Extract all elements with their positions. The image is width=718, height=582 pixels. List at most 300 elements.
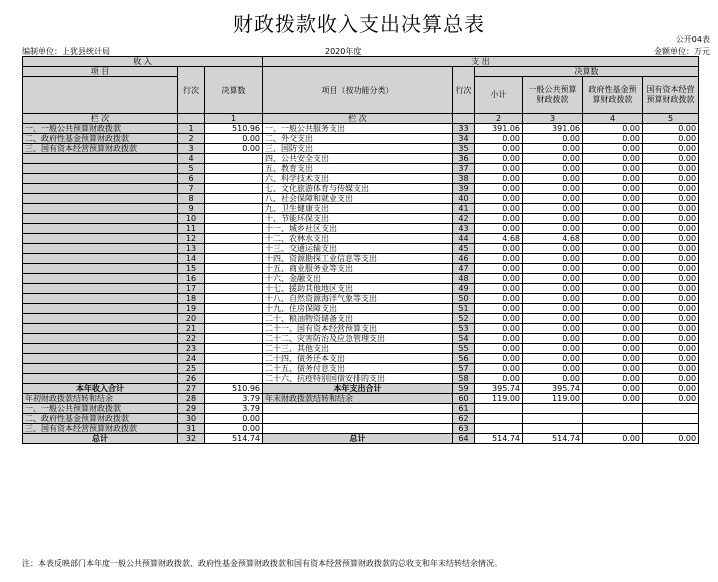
expense-state-capital: 0.00 — [643, 234, 699, 244]
table-row — [23, 294, 699, 304]
blank-cell — [263, 424, 453, 434]
expense-row-no: 57 — [453, 364, 475, 374]
income-row-no: 23 — [178, 344, 205, 354]
blank-cell — [475, 404, 523, 414]
expense-general-budget: 0.00 — [523, 264, 583, 274]
income-row-no: 15 — [178, 264, 205, 274]
expense-state-capital: 0.00 — [643, 164, 699, 174]
expense-gov-fund: 0.00 — [583, 364, 643, 374]
expense-row-no: 42 — [453, 214, 475, 224]
income-item: 二、政府性基金预算财政拨款 — [23, 134, 178, 144]
sub1-rn: 61 — [453, 404, 475, 414]
expense-gov-fund: 0.00 — [583, 274, 643, 284]
income-final: 0.00 — [205, 144, 263, 154]
expense-gov-fund: 0.00 — [583, 194, 643, 204]
expense-gov-fund: 0.00 — [583, 374, 643, 384]
col-2: 2 — [475, 114, 523, 124]
table-row — [23, 224, 699, 234]
income-row-no: 14 — [178, 254, 205, 264]
expense-state-capital: 0.00 — [643, 374, 699, 384]
expense-general-budget: 0.00 — [523, 164, 583, 174]
income-item — [23, 344, 178, 354]
expense-general-budget: 0.00 — [523, 364, 583, 374]
income-item — [23, 154, 178, 164]
expense-subtotal: 0.00 — [475, 174, 523, 184]
expense-subtotal: 0.00 — [475, 144, 523, 154]
expense-general-budget: 0.00 — [523, 144, 583, 154]
income-item: 一、一般公共预算财政拨款 — [23, 124, 178, 134]
expense-gov-fund: 0.00 — [583, 154, 643, 164]
expense-state-capital: 0.00 — [643, 344, 699, 354]
report-year: 2020年度 — [325, 47, 362, 56]
table-row — [23, 144, 699, 154]
expense-general-budget: 0.00 — [523, 314, 583, 324]
report-title: 财政拨款收入支出决算总表 — [233, 12, 485, 36]
income-item — [23, 204, 178, 214]
expense-item: 二十、粮油物资储备支出 — [263, 314, 453, 324]
expense-row-no: 56 — [453, 354, 475, 364]
grand-total-label: 总计 — [23, 434, 178, 444]
expense-gov-fund: 0.00 — [583, 314, 643, 324]
expense-state-capital: 0.00 — [643, 314, 699, 324]
expense-state-capital: 0.00 — [643, 294, 699, 304]
income-item — [23, 294, 178, 304]
expense-row-no: 43 — [453, 224, 475, 234]
end-balance-v3: 0.00 — [583, 394, 643, 404]
expense-item: 十、节能环保支出 — [263, 214, 453, 224]
expense-general-budget: 0.00 — [523, 154, 583, 164]
income-row-no: 17 — [178, 284, 205, 294]
income-final — [205, 224, 263, 234]
final-amount-header: 决算数 — [475, 67, 699, 77]
income-final: 510.96 — [205, 124, 263, 134]
expense-item: 四、公共安全支出 — [263, 154, 453, 164]
expense-subtotal: 4.68 — [475, 234, 523, 244]
expense-state-capital: 0.00 — [643, 124, 699, 134]
expense-general-budget: 0.00 — [523, 374, 583, 384]
table-row — [23, 124, 699, 134]
expense-item: 一、一般公共服务支出 — [263, 124, 453, 134]
expense-header: 支 出 — [263, 57, 699, 67]
income-item — [23, 264, 178, 274]
expense-total-no: 59 — [453, 384, 475, 394]
expense-general-budget: 0.00 — [523, 194, 583, 204]
state-capital-header: 国有资本经营预算财政拨款 — [643, 77, 699, 114]
expense-gov-fund: 0.00 — [583, 354, 643, 364]
table-row — [23, 284, 699, 294]
income-row-no: 11 — [178, 224, 205, 234]
expense-subtotal: 0.00 — [475, 324, 523, 334]
income-item — [23, 304, 178, 314]
expense-general-budget: 4.68 — [523, 234, 583, 244]
income-row-no: 24 — [178, 354, 205, 364]
expense-gov-fund: 0.00 — [583, 234, 643, 244]
table-row — [23, 334, 699, 344]
expense-subtotal: 0.00 — [475, 294, 523, 304]
income-item — [23, 364, 178, 374]
blank-cell — [475, 424, 523, 434]
grand-total-no: 32 — [178, 434, 205, 444]
expense-row-no: 38 — [453, 174, 475, 184]
income-final — [205, 264, 263, 274]
expense-gov-fund: 0.00 — [583, 164, 643, 174]
end-balance-v1: 119.00 — [475, 394, 523, 404]
expense-state-capital: 0.00 — [643, 184, 699, 194]
table-row — [23, 374, 699, 384]
expense-item: 二十一、国有资本经营预算支出 — [263, 324, 453, 334]
expense-state-capital: 0.00 — [643, 134, 699, 144]
blank-cell — [263, 404, 453, 414]
expense-subtotal: 0.00 — [475, 224, 523, 234]
income-final: 0.00 — [205, 134, 263, 144]
expense-gov-fund: 0.00 — [583, 304, 643, 314]
row-no-header-right: 行次 — [453, 67, 475, 114]
expense-total-v4: 0.00 — [643, 384, 699, 394]
income-final — [205, 284, 263, 294]
end-balance-v2: 119.00 — [523, 394, 583, 404]
sub3-row — [23, 424, 699, 434]
grand-total-rn: 64 — [453, 434, 475, 444]
income-item — [23, 254, 178, 264]
expense-general-budget: 0.00 — [523, 274, 583, 284]
expense-row-no: 44 — [453, 234, 475, 244]
income-row-no: 12 — [178, 234, 205, 244]
expense-general-budget: 391.06 — [523, 124, 583, 134]
expense-state-capital: 0.00 — [643, 274, 699, 284]
income-item — [23, 164, 178, 174]
expense-gov-fund: 0.00 — [583, 214, 643, 224]
expense-subtotal: 0.00 — [475, 304, 523, 314]
grand-total-val: 514.74 — [205, 434, 263, 444]
expense-state-capital: 0.00 — [643, 194, 699, 204]
expense-subtotal: 0.00 — [475, 154, 523, 164]
income-row-no: 26 — [178, 374, 205, 384]
income-row-no: 9 — [178, 204, 205, 214]
blank-cell — [178, 114, 205, 124]
sub3-no: 31 — [178, 424, 205, 434]
expense-state-capital: 0.00 — [643, 254, 699, 264]
expense-subtotal: 0.00 — [475, 164, 523, 174]
expense-state-capital: 0.00 — [643, 214, 699, 224]
item-header-blank — [23, 77, 178, 114]
income-row-no: 5 — [178, 164, 205, 174]
grand-total-v3: 0.00 — [583, 434, 643, 444]
grand-total-v2: 514.74 — [523, 434, 583, 444]
income-item — [23, 214, 178, 224]
expense-state-capital: 0.00 — [643, 324, 699, 334]
grand-total-v4: 0.00 — [643, 434, 699, 444]
sub1-label: 一、一般公共预算财政拨款 — [23, 404, 178, 414]
begin-balance-val: 3.79 — [205, 394, 263, 404]
expense-state-capital: 0.00 — [643, 224, 699, 234]
expense-row-no: 33 — [453, 124, 475, 134]
income-final — [205, 174, 263, 184]
expense-subtotal: 0.00 — [475, 364, 523, 374]
income-final — [205, 184, 263, 194]
blank-cell — [523, 424, 583, 434]
expense-item: 二、外交支出 — [263, 134, 453, 144]
expense-gov-fund: 0.00 — [583, 224, 643, 234]
income-total-val: 510.96 — [205, 384, 263, 394]
expense-item: 九、卫生健康支出 — [263, 204, 453, 214]
income-final — [205, 324, 263, 334]
col-3: 3 — [523, 114, 583, 124]
expense-item: 十八、自然资源海洋气象等支出 — [263, 294, 453, 304]
expense-total-v3: 0.00 — [583, 384, 643, 394]
expense-row-no: 37 — [453, 164, 475, 174]
expense-subtotal: 0.00 — [475, 314, 523, 324]
expense-item: 二十三、其他支出 — [263, 344, 453, 354]
income-item — [23, 274, 178, 284]
expense-item: 六、科学技术支出 — [263, 174, 453, 184]
end-balance-no: 60 — [453, 394, 475, 404]
expense-row-no: 50 — [453, 294, 475, 304]
income-total-label: 本年收入合计 — [23, 384, 178, 394]
expense-subtotal: 0.00 — [475, 254, 523, 264]
income-row-no: 18 — [178, 294, 205, 304]
income-final — [205, 314, 263, 324]
sub2-val: 0.00 — [205, 414, 263, 424]
income-row-no: 10 — [178, 214, 205, 224]
expense-gov-fund: 0.00 — [583, 294, 643, 304]
expense-gov-fund: 0.00 — [583, 284, 643, 294]
expense-item: 十六、金融支出 — [263, 274, 453, 284]
expense-gov-fund: 0.00 — [583, 144, 643, 154]
blank-cell — [643, 404, 699, 414]
income-item — [23, 354, 178, 364]
blank-cell — [583, 404, 643, 414]
sub2-rn: 62 — [453, 414, 475, 424]
table-row — [23, 364, 699, 374]
income-row-no: 13 — [178, 244, 205, 254]
income-item — [23, 234, 178, 244]
blank-cell — [263, 414, 453, 424]
income-item — [23, 284, 178, 294]
expense-row-no: 39 — [453, 184, 475, 194]
expense-item: 十三、交通运输支出 — [263, 244, 453, 254]
expense-item: 二十二、灾害防治及应急管理支出 — [263, 334, 453, 344]
expense-item: 十二、农林水支出 — [263, 234, 453, 244]
item-header: 项 目 — [23, 67, 178, 77]
table-row — [23, 304, 699, 314]
end-balance-v4: 0.00 — [643, 394, 699, 404]
blank-cell — [523, 414, 583, 424]
expense-state-capital: 0.00 — [643, 334, 699, 344]
sub3-label: 三、国有资本经营预算财政拨款 — [23, 424, 178, 434]
income-final — [205, 164, 263, 174]
subtotal-header: 小计 — [475, 77, 523, 114]
income-final — [205, 354, 263, 364]
expense-gov-fund: 0.00 — [583, 184, 643, 194]
expense-state-capital: 0.00 — [643, 244, 699, 254]
row-no-header: 行次 — [178, 67, 205, 114]
footnote: 注：本表反映部门本年度一般公共预算财政拨款、政府性基金预算财政拨款和国有资本经营预算财政拨款的总收支和年末结转结余情况。 — [22, 559, 502, 568]
income-header: 收 入 — [23, 57, 263, 67]
income-row-no: 2 — [178, 134, 205, 144]
income-item — [23, 224, 178, 234]
table-row — [23, 204, 699, 214]
income-row-no: 25 — [178, 364, 205, 374]
expense-item: 七、文化旅游体育与传媒支出 — [263, 184, 453, 194]
income-item — [23, 334, 178, 344]
expense-item: 二十四、债务还本支出 — [263, 354, 453, 364]
expense-item: 十九、住房保障支出 — [263, 304, 453, 314]
expense-subtotal: 0.00 — [475, 264, 523, 274]
income-final-header: 决算数 — [205, 67, 263, 114]
general-budget-header: 一般公共预算财政拨款 — [523, 77, 583, 114]
blank-cell — [453, 114, 475, 124]
expense-row-no: 55 — [453, 344, 475, 354]
expense-state-capital: 0.00 — [643, 204, 699, 214]
expense-gov-fund: 0.00 — [583, 264, 643, 274]
expense-total-v1: 395.74 — [475, 384, 523, 394]
table-row — [23, 354, 699, 364]
income-item — [23, 324, 178, 334]
income-row-no: 20 — [178, 314, 205, 324]
expense-general-budget: 0.00 — [523, 174, 583, 184]
expense-gov-fund: 0.00 — [583, 124, 643, 134]
expense-total-v2: 395.74 — [523, 384, 583, 394]
sub1-no: 29 — [178, 404, 205, 414]
sub3-val: 0.00 — [205, 424, 263, 434]
column-label: 栏 次 — [23, 114, 178, 124]
blank-cell — [643, 414, 699, 424]
blank-cell — [583, 414, 643, 424]
expense-row-no: 34 — [453, 134, 475, 144]
table-row — [23, 314, 699, 324]
expense-state-capital: 0.00 — [643, 354, 699, 364]
table-row — [23, 154, 699, 164]
expense-state-capital: 0.00 — [643, 144, 699, 154]
income-final — [205, 204, 263, 214]
expense-general-budget: 0.00 — [523, 244, 583, 254]
expense-subtotal: 0.00 — [475, 194, 523, 204]
expense-general-budget: 0.00 — [523, 284, 583, 294]
blank-cell — [475, 414, 523, 424]
expense-state-capital: 0.00 — [643, 154, 699, 164]
income-row-no: 3 — [178, 144, 205, 154]
expense-general-budget: 0.00 — [523, 184, 583, 194]
expense-row-no: 45 — [453, 244, 475, 254]
expense-gov-fund: 0.00 — [583, 204, 643, 214]
expense-subtotal: 0.00 — [475, 244, 523, 254]
income-final — [205, 194, 263, 204]
expense-item: 三、国防支出 — [263, 144, 453, 154]
expense-row-no: 40 — [453, 194, 475, 204]
income-final — [205, 374, 263, 384]
expense-subtotal: 0.00 — [475, 354, 523, 364]
expense-item: 十五、商业服务业等支出 — [263, 264, 453, 274]
expense-gov-fund: 0.00 — [583, 344, 643, 354]
expense-state-capital: 0.00 — [643, 264, 699, 274]
sub2-no: 30 — [178, 414, 205, 424]
table-row — [23, 324, 699, 334]
expense-gov-fund: 0.00 — [583, 134, 643, 144]
table-row — [23, 164, 699, 174]
blank-cell — [583, 424, 643, 434]
income-row-no: 8 — [178, 194, 205, 204]
grand-total-v1: 514.74 — [475, 434, 523, 444]
expense-general-budget: 0.00 — [523, 304, 583, 314]
col-1: 1 — [205, 114, 263, 124]
blank-cell — [523, 404, 583, 414]
expense-item: 十七、援助其他地区支出 — [263, 284, 453, 294]
begin-balance-label: 年初财政拨款结转和结余 — [23, 394, 178, 404]
expense-row-no: 47 — [453, 264, 475, 274]
expense-row-no: 52 — [453, 314, 475, 324]
income-row-no: 6 — [178, 174, 205, 184]
income-row-no: 1 — [178, 124, 205, 134]
income-final — [205, 234, 263, 244]
expense-subtotal: 0.00 — [475, 334, 523, 344]
form-code: 公开04表 — [675, 35, 710, 44]
table-row — [23, 274, 699, 284]
sub2-label: 二、政府性基金预算财政拨款 — [23, 414, 178, 424]
expense-state-capital: 0.00 — [643, 284, 699, 294]
grand-total-row — [23, 434, 699, 444]
income-final — [205, 304, 263, 314]
income-final — [205, 334, 263, 344]
expense-state-capital: 0.00 — [643, 304, 699, 314]
income-row-no: 16 — [178, 274, 205, 284]
expense-state-capital: 0.00 — [643, 174, 699, 184]
table-row — [23, 214, 699, 224]
table-row — [23, 344, 699, 354]
income-item — [23, 174, 178, 184]
col-5: 5 — [643, 114, 699, 124]
expense-subtotal: 0.00 — [475, 214, 523, 224]
blank-cell — [643, 424, 699, 434]
table-row — [23, 264, 699, 274]
expense-subtotal: 0.00 — [475, 274, 523, 284]
sub1-row — [23, 404, 699, 414]
expense-subtotal: 0.00 — [475, 184, 523, 194]
expense-row-no: 35 — [453, 144, 475, 154]
expense-general-budget: 0.00 — [523, 294, 583, 304]
grand-total-label-right: 总计 — [263, 434, 453, 444]
table-row — [23, 244, 699, 254]
income-final — [205, 364, 263, 374]
income-row-no: 21 — [178, 324, 205, 334]
expense-item: 十四、资源勘探工业信息等支出 — [263, 254, 453, 264]
expense-general-budget: 0.00 — [523, 204, 583, 214]
expense-general-budget: 0.00 — [523, 354, 583, 364]
income-final — [205, 154, 263, 164]
amount-unit: 金额单位：万元 — [654, 47, 710, 56]
expense-general-budget: 0.00 — [523, 324, 583, 334]
expense-subtotal: 0.00 — [475, 284, 523, 294]
income-row-no: 22 — [178, 334, 205, 344]
income-row-no: 19 — [178, 304, 205, 314]
income-item — [23, 244, 178, 254]
table-row — [23, 184, 699, 194]
expense-row-no: 53 — [453, 324, 475, 334]
expense-subtotal: 0.00 — [475, 374, 523, 384]
income-final — [205, 294, 263, 304]
end-balance-label: 年末财政拨款结转和结余 — [263, 394, 453, 404]
gov-fund-header: 政府性基金预算财政拨款 — [583, 77, 643, 114]
sub3-rn: 63 — [453, 424, 475, 434]
sub2-row — [23, 414, 699, 424]
expense-subtotal: 391.06 — [475, 124, 523, 134]
column-label-right: 栏 次 — [263, 114, 453, 124]
expense-row-no: 41 — [453, 204, 475, 214]
expense-subtotal: 0.00 — [475, 344, 523, 354]
org-label: 编制单位：上犹县统计局 — [22, 47, 110, 56]
expense-general-budget: 0.00 — [523, 254, 583, 264]
expense-gov-fund: 0.00 — [583, 324, 643, 334]
expense-state-capital: 0.00 — [643, 364, 699, 374]
